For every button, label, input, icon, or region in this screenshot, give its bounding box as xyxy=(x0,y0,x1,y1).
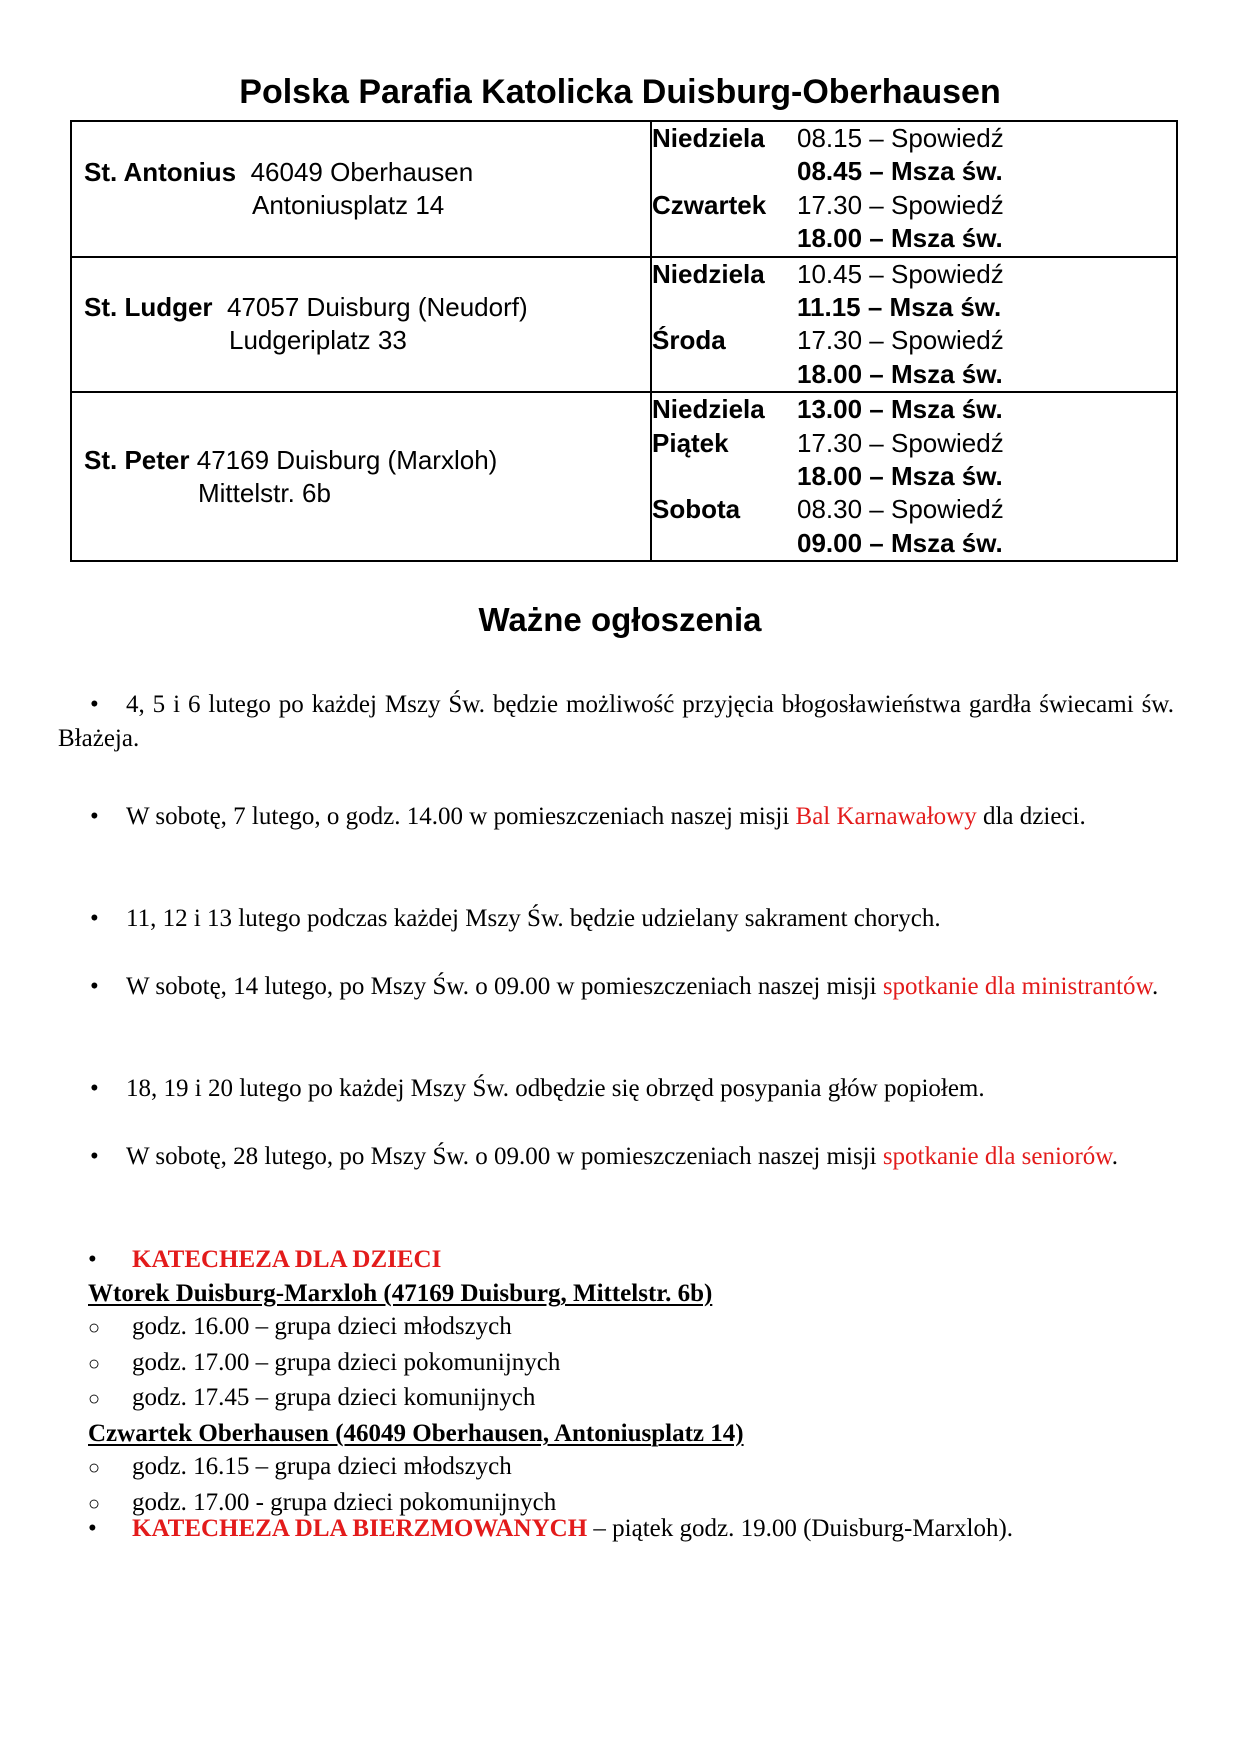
schedule-row xyxy=(652,460,1176,493)
time-entry: 08.30 – Spowiedź xyxy=(797,494,1004,525)
time-entry: 18.00 – Msza św. xyxy=(797,223,1003,254)
bullet-icon: • xyxy=(88,1246,97,1273)
catechesis-children-section xyxy=(58,1243,1178,1521)
table-row xyxy=(71,121,1177,257)
time-entry: 11.15 – Msza św. xyxy=(797,292,1002,323)
highlight-text: Bal Karnawałowy xyxy=(795,803,977,830)
day-label: Niedziela xyxy=(652,258,765,289)
circle-bullet-icon: ○ xyxy=(88,1388,101,1410)
schedule-row xyxy=(652,324,1176,357)
times-cell xyxy=(651,121,1177,257)
time-entry: 17.30 – Spowiedź xyxy=(797,189,1004,220)
day-label xyxy=(652,291,797,324)
bullet-icon: • xyxy=(90,803,99,830)
bullet-icon: • xyxy=(88,1515,97,1542)
section-heading: KATECHEZA DLA DZIECI xyxy=(132,1246,442,1273)
schedule-row xyxy=(652,393,1176,426)
time-entry: 17.30 – Spowiedź xyxy=(797,325,1004,356)
day-label xyxy=(652,527,797,560)
schedule-row xyxy=(652,258,1176,291)
times-cell xyxy=(651,392,1177,561)
announcement-item: • 11, 12 i 13 lutego podczas każdej Mszy Św. będzie udzielany sakrament chorych. xyxy=(58,902,1174,936)
announcement-item: • W sobotę, 14 lutego, po Mszy Św. o 09.00 w pomieszczeniach naszej misji spotkanie dla ministrantów. xyxy=(58,970,1174,1004)
church-address: 47057 Duisburg (Neudorf) xyxy=(227,292,528,323)
schedule-row xyxy=(652,222,1176,255)
table-row xyxy=(71,257,1177,393)
time-entry: 09.00 – Msza św. xyxy=(797,527,1003,558)
schedule-row xyxy=(652,189,1176,222)
catechesis-confirmation-section: • KATECHEZA DLA BIERZMOWANYCH – piątek godz. 19.00 (Duisburg-Marxloh). xyxy=(58,1512,1178,1546)
schedule-row xyxy=(652,493,1176,526)
day-label: Piątek xyxy=(652,427,729,458)
time-entry: 08.15 – Spowiedź xyxy=(797,123,1004,153)
church-street: Ludgeriplatz 33 xyxy=(229,325,407,356)
day-label xyxy=(652,222,797,255)
church-address: 47169 Duisburg (Marxloh) xyxy=(196,444,498,475)
day-label xyxy=(652,155,797,188)
time-entry: 10.45 – Spowiedź xyxy=(797,258,1004,289)
location-heading: Wtorek Duisburg-Marxloh (47169 Duisburg, Mittelstr. 6b) xyxy=(88,1279,713,1307)
highlight-text: spotkanie dla seniorów xyxy=(882,1143,1112,1170)
announcements-title: Ważne ogłoszenia xyxy=(478,601,762,638)
day-label: Sobota xyxy=(652,494,741,525)
church-name: St. Antonius xyxy=(84,156,237,187)
time-entry: 18.00 – Msza św. xyxy=(797,461,1003,492)
schedule-row xyxy=(652,291,1176,324)
circle-bullet-icon: ○ xyxy=(88,1317,101,1339)
church-cell xyxy=(71,257,651,393)
day-label xyxy=(652,358,797,391)
circle-bullet-icon: ○ xyxy=(88,1492,101,1515)
church-address: 46049 Oberhausen xyxy=(250,156,474,187)
page-title: Polska Parafia Katolicka Duisburg-Oberhausen xyxy=(239,73,1001,111)
schedule-row xyxy=(652,122,1176,155)
day-label: Niedziela xyxy=(652,394,765,425)
circle-bullet-icon: ○ xyxy=(88,1457,101,1479)
list-item: ○ godz. 16.15 – grupa dzieci młodszych xyxy=(58,1450,1178,1486)
day-label: Środa xyxy=(652,325,726,356)
list-item: ○ godz. 17.00 - grupa dzieci pokomunijnych xyxy=(58,1486,1178,1522)
list-item: ○ godz. 17.00 – grupa dzieci pokomunijnych xyxy=(58,1346,1178,1382)
schedule-row xyxy=(652,358,1176,391)
day-label: Niedziela xyxy=(652,123,765,153)
day-label xyxy=(652,460,797,493)
bullet-icon: • xyxy=(90,691,99,718)
day-label: Czwartek xyxy=(652,189,767,220)
time-entry: 08.45 – Msza św. xyxy=(797,156,1003,187)
schedule-row xyxy=(652,155,1176,188)
church-cell xyxy=(71,121,651,257)
time-entry: 17.30 – Spowiedź xyxy=(797,427,1004,458)
bullet-icon: • xyxy=(90,1143,99,1170)
church-cell xyxy=(71,392,651,561)
highlight-text: spotkanie dla ministrantów xyxy=(882,973,1152,1000)
bullet-icon: • xyxy=(90,1075,99,1102)
church-street: Antoniusplatz 14 xyxy=(252,189,445,220)
bullet-icon: • xyxy=(90,973,99,1000)
times-cell xyxy=(651,257,1177,393)
location-heading: Czwartek Oberhausen (46049 Oberhausen, Antoniusplatz 14) xyxy=(88,1419,744,1447)
time-entry: 18.00 – Msza św. xyxy=(797,358,1003,389)
list-item: ○ godz. 17.45 – grupa dzieci komunijnych xyxy=(58,1381,1178,1417)
schedule-row xyxy=(652,427,1176,460)
announcement-item: • 4, 5 i 6 lutego po każdej Mszy Św. będzie możliwość przyjęcia błogosławieństwa gardła świecami św. Błażeja. xyxy=(58,688,1174,756)
mass-schedule-table xyxy=(70,120,1178,562)
table-row xyxy=(71,392,1177,561)
list-item: ○ godz. 16.00 – grupa dzieci młodszych xyxy=(58,1310,1178,1346)
circle-bullet-icon: ○ xyxy=(88,1352,101,1375)
bullet-icon: • xyxy=(90,905,99,932)
section-heading: KATECHEZA DLA BIERZMOWANYCH xyxy=(132,1515,588,1542)
announcement-item: • 18, 19 i 20 lutego po każdej Mszy Św. odbędzie się obrzęd posypania głów popiołem. xyxy=(58,1072,1174,1106)
church-name: St. Peter xyxy=(84,444,190,475)
time-entry: 13.00 – Msza św. xyxy=(797,394,1003,425)
church-street: Mittelstr. 6b xyxy=(198,477,331,508)
announcement-item: • W sobotę, 7 lutego, o godz. 14.00 w pomieszczeniach naszej misji Bal Karnawałowy dla dzieci. xyxy=(58,800,1174,834)
announcement-item: • W sobotę, 28 lutego, po Mszy Św. o 09.00 w pomieszczeniach naszej misji spotkanie dla seniorów. xyxy=(58,1140,1174,1174)
schedule-row xyxy=(652,527,1176,560)
church-name: St. Ludger xyxy=(84,292,213,323)
